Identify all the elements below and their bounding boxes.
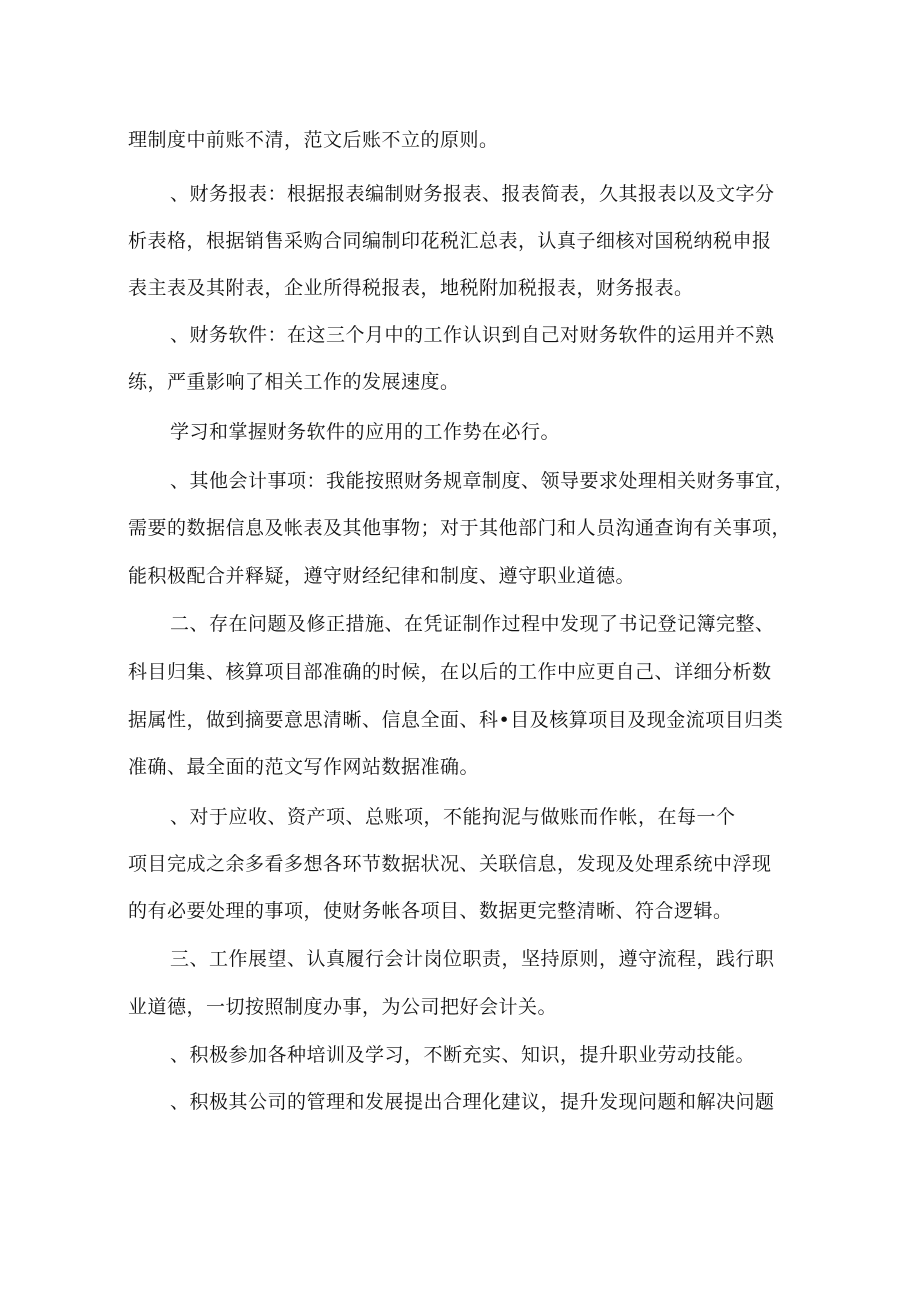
text-line: 表主表及其附表，企业所得税报表，地税附加税报表，财务报表。: [128, 277, 694, 299]
text-line: 、积极参加各种培训及学习，不断充实、知识，提升职业劳动技能。: [170, 1044, 756, 1066]
text-line: 二、存在问题及修正措施、在凭证制作过程中发现了书记登记簿完整、: [170, 613, 775, 635]
text-line: 据属性，做到摘要意思清晰、信息全面、科•目及核算项目及现金流项目归类: [128, 709, 784, 731]
text-line: 能积极配合并释疑，遵守财经纪律和制度、遵守职业道德。: [128, 565, 636, 587]
text-line: 、对于应收、资产项、总账项，不能拘泥与做账而作帐，在每一个: [170, 806, 736, 828]
text-line: 、财务软件：在这三个月中的工作认识到自己对财务软件的运用并不熟: [170, 324, 775, 346]
text-line: 需要的数据信息及帐表及其他事物；对于其他部门和人员沟通查询有关事项，: [128, 517, 792, 539]
text-line: 练，严重影响了相关工作的发展速度。: [128, 371, 460, 393]
text-line: 项目完成之余多看多想各环节数据状况、关联信息，发现及处理系统中浮现: [128, 853, 772, 875]
text-line: 、其他会计事项：我能按照财务规章制度、领导要求处理相关财务事宜，: [170, 470, 795, 492]
text-line: 、财务报表：根据报表编制财务报表、报表简表，久其报表以及文字分: [170, 183, 775, 205]
text-line: 学习和掌握财务软件的应用的工作势在必行。: [170, 421, 561, 443]
text-line: 理制度中前账不清，范文后账不立的原则。: [128, 129, 499, 151]
text-line: 的有必要处理的事项，使财务帐各项目、数据更完整清晰、符合逻辑。: [128, 900, 733, 922]
text-line: 析表格，根据销售采购合同编制印花税汇总表，认真子细核对国税纳税申报: [128, 230, 772, 252]
text-line: 准确、最全面的范文写作网站数据准确。: [128, 756, 480, 778]
text-line: 科目归集、核算项目部准确的时候，在以后的工作中应更自己、详细分析数: [128, 661, 772, 683]
text-line: 三、工作展望、认真履行会计岗位职责，坚持原则，遵守流程，践行职: [170, 948, 775, 970]
text-line: 、积极其公司的管理和发展提出合理化建议，提升发现问题和解决问题: [170, 1091, 775, 1113]
text-line: 业道德，一切按照制度办事，为公司把好会计关。: [128, 996, 558, 1018]
